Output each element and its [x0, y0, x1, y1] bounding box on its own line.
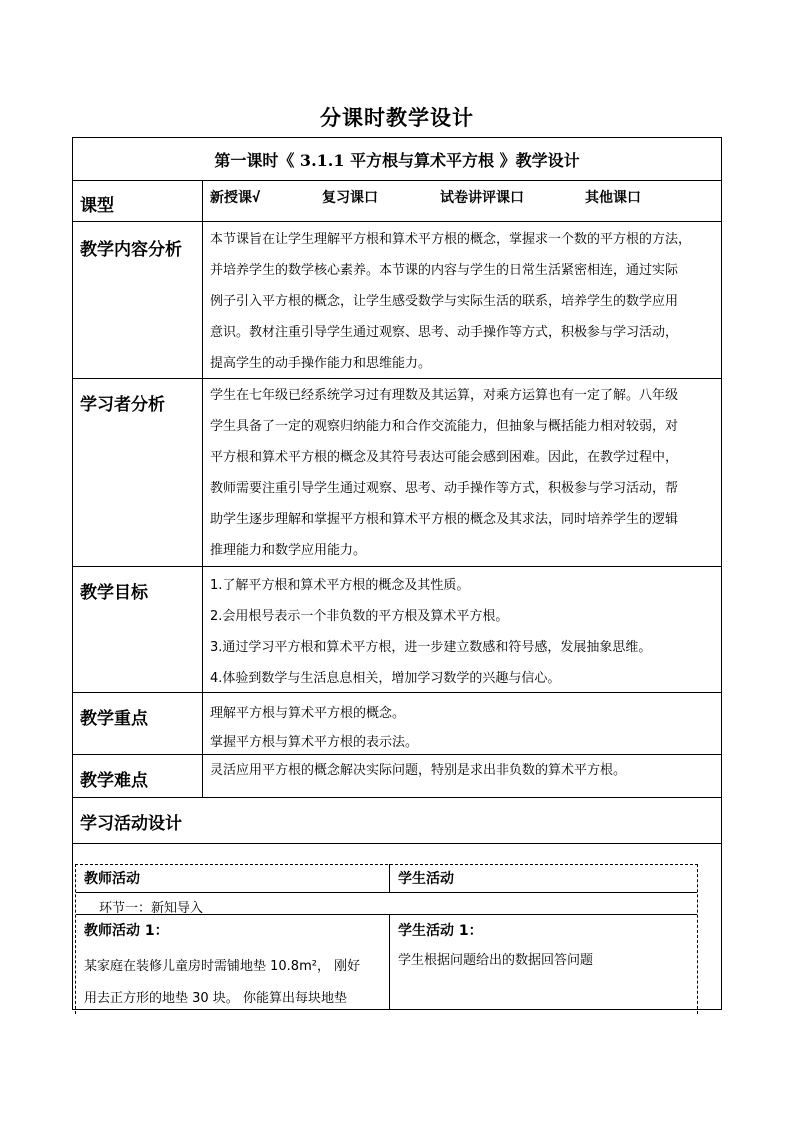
teacher-activity-title: 教师活动 1： — [84, 923, 169, 939]
goal-item: 3.通过学习平方根和算术平方根，进一步建立数感和符号感，发展抽象思维。 — [210, 640, 652, 655]
page-title: 分课时教学设计 — [320, 105, 474, 130]
row-divider — [72, 843, 722, 844]
activity-design-label: 学习活动设计 — [80, 814, 182, 834]
text-line: 并培养学生的数学核心素养。本节课的内容与学生的日常生活紧密相连，通过实际 — [210, 263, 679, 278]
learner-analysis-label: 学习者分析 — [80, 395, 165, 415]
difficulties-text: 灵活应用平方根的概念解决实际问题，特别是求出非负数的算术平方根。 — [210, 763, 627, 778]
goal-item: 2.会用根号表示一个非负数的平方根及算术平方根。 — [210, 609, 509, 624]
text-line: 提高学生的动手操作能力和思维能力。 — [210, 356, 432, 371]
text-line: 推理能力和数学应用能力。 — [210, 543, 367, 558]
teacher-activity-line: 用去正方形的地垫 30 块。 你能算出每块地垫 — [84, 991, 347, 1006]
lesson-title: 第一课时《 3.1.1 平方根与算术平方根 》教学设计 — [214, 151, 580, 170]
stage-label: 环节一：新知导入 — [99, 901, 204, 916]
row-divider — [72, 180, 722, 181]
key-point-item: 理解平方根与算术平方根的概念。 — [210, 706, 406, 721]
student-activity-header: 学生活动 — [398, 871, 454, 887]
teacher-activity-line: 某家庭在装修儿童房时需铺地垫 10.8m²， 刚好 — [84, 959, 361, 974]
column-divider — [202, 180, 203, 797]
goals-label: 教学目标 — [80, 583, 148, 603]
text-line: 教师需要注重引导学生通过观察、思考、动手操作等方式，积极参与学习活动，帮 — [210, 481, 679, 496]
text-line: 意识。教材注重引导学生通过观察、思考、动手操作等方式，积极参与学习活动， — [210, 325, 679, 340]
course-type-review: 复习课口 — [322, 190, 378, 206]
course-type-other: 其他课口 — [585, 190, 641, 206]
student-activity-text: 学生根据问题给出的数据回答问题 — [398, 953, 594, 968]
column-divider — [389, 914, 390, 1010]
content-analysis-label: 教学内容分析 — [80, 240, 182, 260]
student-activity-title: 学生活动 1： — [398, 923, 483, 939]
text-line: 助学生逐步理解和掌握平方根和算术平方根的概念及其求法，同时培养学生的逻辑 — [210, 512, 679, 527]
row-divider — [76, 892, 697, 893]
content-analysis-text — [210, 224, 716, 379]
column-divider — [389, 864, 390, 892]
row-divider — [72, 566, 722, 567]
key-points-label: 教学重点 — [80, 709, 148, 729]
text-line: 学生在七年级已经系统学习过有理数及其运算，对乘方运算也有一定了解。八年级 — [210, 388, 679, 403]
text-line: 平方根和算术平方根的概念及其符号表达可能会感到困难。因此，在教学过程中， — [210, 450, 679, 465]
row-divider — [72, 754, 722, 755]
key-point-item: 掌握平方根与算术平方根的表示法。 — [210, 735, 419, 750]
course-type-exam: 试卷讲评课口 — [440, 190, 524, 206]
row-divider — [72, 221, 722, 222]
course-type-label: 课型 — [80, 196, 114, 216]
learner-analysis-text — [210, 380, 716, 566]
goal-item: 4.体验到数学与生活息息相关，增加学习数学的兴趣与信心。 — [210, 671, 561, 686]
teacher-activity-header: 教师活动 — [84, 871, 140, 887]
goal-item: 1.了解平方根和算术平方根的概念及其性质。 — [210, 578, 470, 593]
text-line: 学生具备了一定的观察归纳能力和合作交流能力，但抽象与概括能力相对较弱，对 — [210, 419, 679, 434]
text-line: 本节课旨在让学生理解平方根和算术平方根的概念，掌握求一个数的平方根的方法， — [210, 232, 692, 247]
text-line: 例子引入平方根的概念，让学生感受数学与实际生活的联系，培养学生的数学应用 — [210, 294, 679, 309]
row-divider — [72, 797, 722, 798]
course-type-new: 新授课√ — [210, 190, 261, 206]
row-divider — [72, 692, 722, 693]
difficulties-label: 教学难点 — [80, 771, 148, 791]
